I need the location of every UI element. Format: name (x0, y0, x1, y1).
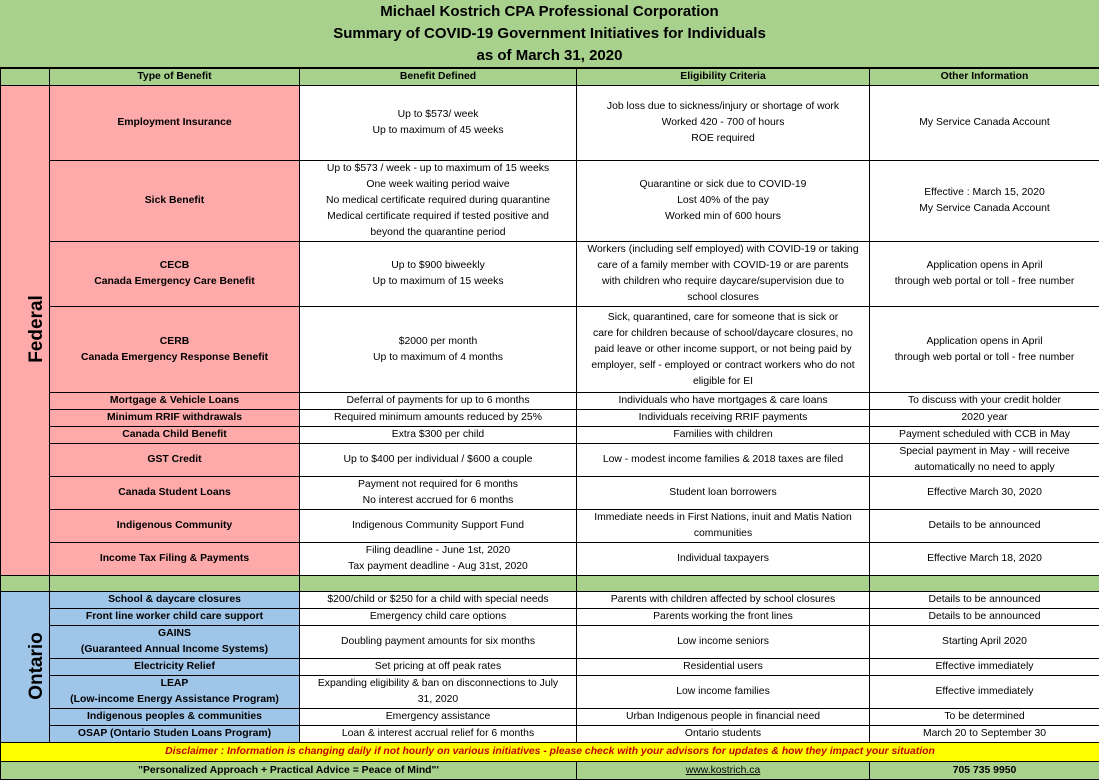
other-info-cell: Effective immediately (870, 676, 1099, 709)
other-info-cell: To be determined (870, 709, 1099, 726)
table-row (1, 510, 1099, 543)
other-info-cell: Details to be announced (870, 609, 1099, 626)
table-row (1, 307, 1099, 393)
sheet-date: as of March 31, 2020 (0, 45, 1099, 67)
other-info-cell: Details to be announced (870, 592, 1099, 609)
header-blank (1, 69, 50, 86)
other-info-cell: Application opens in April through web portal or toll - free number (870, 307, 1099, 393)
benefit-type-cell: Income Tax Filing & Payments (50, 543, 300, 576)
benefit-type-cell: CECB Canada Emergency Care Benefit (50, 242, 300, 307)
table-row (1, 543, 1099, 576)
benefit-type-cell: OSAP (Ontario Studen Loans Program) (50, 726, 300, 743)
benefit-type-cell: Mortgage & Vehicle Loans (50, 393, 300, 410)
eligibility-cell: Low - modest income families & 2018 taxes are filed (577, 444, 870, 477)
table-row (1, 709, 1099, 726)
eligibility-cell: Workers (including self employed) with COVID-19 or taking care of a family member with COVID-19 or are parents with children who require daycare/supervision due to school closures (577, 242, 870, 307)
sheet-title: Summary of COVID-19 Government Initiatives for Individuals (0, 23, 1099, 45)
eligibility-cell: Individuals who have mortgages & care loans (577, 393, 870, 410)
eligibility-cell: Job loss due to sickness/injury or shortage of work Worked 420 - 700 of hours ROE required (577, 86, 870, 161)
header-defined: Benefit Defined (300, 69, 577, 86)
benefit-defined-cell: Deferral of payments for up to 6 months (300, 393, 577, 410)
divider-cell (577, 576, 870, 592)
benefit-type-cell: GST Credit (50, 444, 300, 477)
table-row (1, 592, 1099, 609)
benefit-type-cell: Indigenous Community (50, 510, 300, 543)
divider-cell (870, 576, 1099, 592)
other-info-cell: Effective immediately (870, 659, 1099, 676)
benefit-defined-cell: Emergency assistance (300, 709, 577, 726)
header-type: Type of Benefit (50, 69, 300, 86)
table-row (1, 609, 1099, 626)
benefit-type-cell: GAINS (Guaranteed Annual Income Systems) (50, 626, 300, 659)
table-row (1, 477, 1099, 510)
benefit-defined-cell: Required minimum amounts reduced by 25% (300, 410, 577, 427)
region-federal (1, 86, 50, 576)
other-info-cell: Details to be announced (870, 510, 1099, 543)
eligibility-cell: Parents working the front lines (577, 609, 870, 626)
eligibility-cell: Families with children (577, 427, 870, 444)
other-info-cell: Starting April 2020 (870, 626, 1099, 659)
benefit-type-cell: Indigenous peoples & communities (50, 709, 300, 726)
header-criteria: Eligibility Criteria (577, 69, 870, 86)
table-row (1, 86, 1099, 161)
eligibility-cell: Urban Indigenous people in financial need (577, 709, 870, 726)
benefit-type-cell: Front line worker child care support (50, 609, 300, 626)
benefit-defined-cell: Expanding eligibility & ban on disconnections to July 31, 2020 (300, 676, 577, 709)
table-row (1, 726, 1099, 743)
other-info-cell: Effective March 30, 2020 (870, 477, 1099, 510)
benefit-defined-cell: Up to $900 biweekly Up to maximum of 15 weeks (300, 242, 577, 307)
benefit-type-cell: Minimum RRIF withdrawals (50, 410, 300, 427)
benefit-defined-cell: Up to $573 / week - up to maximum of 15 weeks One week waiting period waive No medical certificate required during quarantine Medical certificate required if tested positive and beyond the quarantine period (300, 161, 577, 242)
table-row (1, 427, 1099, 444)
benefit-defined-cell: $200/child or $250 for a child with special needs (300, 592, 577, 609)
title-block (0, 0, 1099, 68)
region-federal-label: Federal (29, 295, 45, 363)
benefits-table (0, 68, 1099, 780)
benefit-defined-cell: Doubling payment amounts for six months (300, 626, 577, 659)
eligibility-cell: Low income families (577, 676, 870, 709)
benefit-defined-cell: $2000 per month Up to maximum of 4 months (300, 307, 577, 393)
benefit-defined-cell: Payment not required for 6 months No interest accrued for 6 months (300, 477, 577, 510)
benefit-type-cell: Electricity Relief (50, 659, 300, 676)
section-divider (1, 576, 1099, 592)
footer-row (1, 762, 1099, 780)
benefit-defined-cell: Emergency child care options (300, 609, 577, 626)
other-info-cell: Payment scheduled with CCB in May (870, 427, 1099, 444)
benefit-defined-cell: Up to $573/ week Up to maximum of 45 weeks (300, 86, 577, 161)
benefit-defined-cell: Loan & interest accrual relief for 6 months (300, 726, 577, 743)
eligibility-cell: Parents with children affected by school closures (577, 592, 870, 609)
region-ontario-label: Ontario (29, 632, 45, 700)
benefit-defined-cell: Extra $300 per child (300, 427, 577, 444)
other-info-cell: My Service Canada Account (870, 86, 1099, 161)
eligibility-cell: Quarantine or sick due to COVID-19 Lost 40% of the pay Worked min of 600 hours (577, 161, 870, 242)
other-info-cell: Special payment in May - will receive automatically no need to apply (870, 444, 1099, 477)
table-row (1, 410, 1099, 427)
other-info-cell: Effective March 18, 2020 (870, 543, 1099, 576)
table-row (1, 659, 1099, 676)
benefit-defined-cell: Set pricing at off peak rates (300, 659, 577, 676)
benefit-type-cell: Sick Benefit (50, 161, 300, 242)
other-info-cell: To discuss with your credit holder (870, 393, 1099, 410)
company-name: Michael Kostrich CPA Professional Corporation (0, 1, 1099, 23)
benefit-type-cell: CERB Canada Emergency Response Benefit (50, 307, 300, 393)
eligibility-cell: Immediate needs in First Nations, inuit and Matis Nation communities (577, 510, 870, 543)
divider-cell (1, 576, 50, 592)
table-row (1, 393, 1099, 410)
benefit-type-cell: Canada Student Loans (50, 477, 300, 510)
header-row (1, 69, 1099, 86)
eligibility-cell: Residential users (577, 659, 870, 676)
divider-cell (300, 576, 577, 592)
other-info-cell: Application opens in April through web portal or toll - free number (870, 242, 1099, 307)
divider-cell (50, 576, 300, 592)
benefit-defined-cell: Indigenous Community Support Fund (300, 510, 577, 543)
header-other: Other Information (870, 69, 1099, 86)
disclaimer-row (1, 743, 1099, 762)
region-ontario (1, 592, 50, 743)
benefit-defined-cell: Up to $400 per individual / $600 a couple (300, 444, 577, 477)
eligibility-cell: Individual taxpayers (577, 543, 870, 576)
other-info-cell: 2020 year (870, 410, 1099, 427)
disclaimer-text: Disclaimer : Information is changing daily if not hourly on various initiatives - please check with your advisors for updates & how they impact your situation (1, 743, 1099, 762)
phone-number: 705 735 9950 (870, 762, 1099, 780)
benefit-type-cell: School & daycare closures (50, 592, 300, 609)
other-info-cell: Effective : March 15, 2020 My Service Canada Account (870, 161, 1099, 242)
benefit-defined-cell: Filing deadline - June 1st, 2020 Tax payment deadline - Aug 31st, 2020 (300, 543, 577, 576)
website-link[interactable]: www.kostrich.ca (577, 762, 870, 780)
benefit-type-cell: LEAP (Low-income Energy Assistance Program) (50, 676, 300, 709)
eligibility-cell: Ontario students (577, 726, 870, 743)
table-row (1, 676, 1099, 709)
table-row (1, 242, 1099, 307)
table-row (1, 161, 1099, 242)
eligibility-cell: Sick, quarantined, care for someone that is sick or care for children because of school/daycare closures, no paid leave or other income support, or not being paid by employer, self - employed or contract workers who do not eligible for EI (577, 307, 870, 393)
benefit-type-cell: Employment Insurance (50, 86, 300, 161)
table-row (1, 626, 1099, 659)
table-row (1, 444, 1099, 477)
other-info-cell: March 20 to September 30 (870, 726, 1099, 743)
eligibility-cell: Student loan borrowers (577, 477, 870, 510)
eligibility-cell: Low income seniors (577, 626, 870, 659)
benefit-type-cell: Canada Child Benefit (50, 427, 300, 444)
eligibility-cell: Individuals receiving RRIF payments (577, 410, 870, 427)
footer-motto: "Personalized Approach + Practical Advice = Peace of Mind"' (1, 762, 577, 780)
